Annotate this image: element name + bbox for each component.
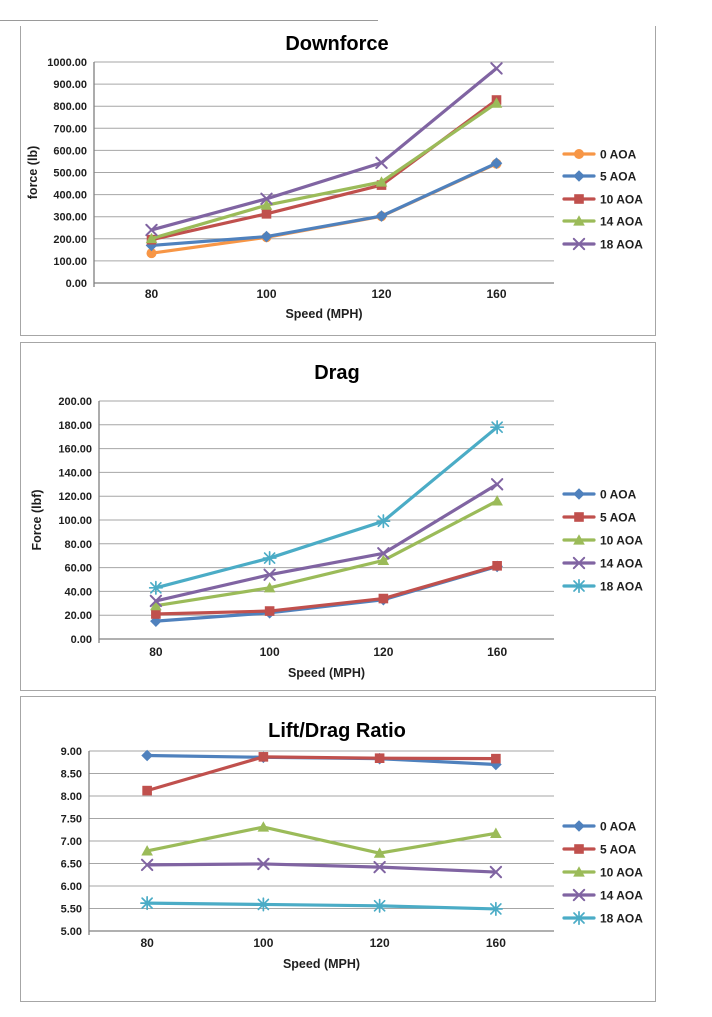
y-tick-label: 60.00	[64, 562, 92, 575]
y-tick-label: 500.00	[53, 167, 87, 180]
legend-label: 14 AOA	[600, 556, 643, 571]
legend-label: 5 AOA	[600, 510, 637, 525]
y-tick-label: 1000.00	[47, 57, 87, 69]
y-axis-tick-labels	[58, 396, 92, 646]
legend	[564, 488, 643, 594]
y-tick-label: 160.00	[58, 443, 92, 456]
legend-label: 10 AOA	[600, 192, 643, 207]
y-tick-label: 6.50	[60, 858, 82, 871]
y-tick-label: 200.00	[58, 396, 92, 408]
chart-title: Lift/Drag Ratio	[268, 720, 406, 742]
legend-label: 18 AOA	[600, 237, 643, 252]
legend	[564, 148, 643, 252]
legend-label: 0 AOA	[600, 819, 637, 834]
y-axis-title: force (lb)	[26, 145, 40, 200]
y-tick-label: 120.00	[58, 491, 92, 504]
legend-item-0-aoa[interactable]	[564, 820, 637, 834]
series-5-aoa[interactable]	[146, 157, 503, 251]
y-tick-label: 5.00	[60, 926, 82, 938]
legend-item-0-aoa[interactable]	[564, 148, 637, 162]
legend-item-14-aoa[interactable]	[564, 889, 643, 903]
x-tick-label: 80	[144, 287, 159, 301]
y-tick-label: 100.00	[53, 255, 87, 268]
x-tick-label: 120	[369, 936, 390, 950]
legend-label: 0 AOA	[600, 487, 637, 502]
x-axis-title: Speed (MPH)	[285, 307, 363, 321]
x-tick-label: 160	[485, 936, 506, 950]
gridlines	[94, 62, 554, 283]
legend-item-10-aoa[interactable]	[564, 534, 643, 548]
series-10-aoa[interactable]	[147, 95, 502, 244]
legend-item-18-aoa[interactable]	[564, 238, 643, 252]
y-tick-label: 700.00	[53, 123, 87, 136]
legend-label: 5 AOA	[600, 169, 637, 184]
y-tick-label: 200.00	[53, 233, 87, 246]
series-18-aoa[interactable]	[146, 63, 501, 235]
x-axis-title: Speed (MPH)	[282, 957, 361, 971]
legend-item-14-aoa[interactable]	[564, 215, 643, 229]
x-tick-label: 80	[140, 936, 154, 950]
y-tick-label: 8.00	[60, 791, 82, 803]
legend-label: 10 AOA	[600, 865, 643, 880]
y-axis-title: Force (lbf)	[30, 489, 44, 551]
y-tick-label: 8.50	[60, 768, 82, 781]
y-tick-label: 0.00	[70, 634, 92, 646]
legend-item-5-aoa[interactable]	[564, 511, 637, 525]
y-tick-label: 6.00	[60, 881, 82, 893]
chart-title: Drag	[314, 362, 360, 384]
x-tick-label: 80	[149, 645, 163, 659]
legend-label: 18 AOA	[600, 911, 643, 926]
y-tick-label: 40.00	[64, 586, 92, 599]
legend-label: 0 AOA	[600, 147, 637, 162]
y-tick-label: 300.00	[53, 211, 87, 224]
legend	[564, 820, 643, 926]
x-axis-tick-labels	[149, 645, 507, 659]
chart-lift-drag-ratio[interactable]	[20, 696, 656, 1002]
x-tick-label: 100	[256, 287, 277, 301]
x-tick-label: 160	[486, 287, 507, 301]
y-tick-label: 140.00	[58, 467, 92, 480]
y-tick-label: 9.00	[60, 746, 82, 758]
y-tick-label: 400.00	[53, 189, 87, 202]
legend-label: 14 AOA	[600, 888, 643, 903]
legend-item-18-aoa[interactable]	[564, 912, 643, 926]
x-axis-title: Speed (MPH)	[287, 666, 366, 680]
y-tick-label: 7.00	[60, 836, 82, 848]
y-tick-label: 80.00	[64, 538, 92, 551]
y-axis-tick-labels	[47, 57, 87, 290]
y-tick-label: 180.00	[58, 419, 92, 432]
series-18-aoa[interactable]	[141, 897, 502, 915]
x-axis-tick-labels	[140, 936, 506, 950]
y-tick-label: 900.00	[53, 79, 87, 92]
legend-item-0-aoa[interactable]	[564, 488, 637, 502]
y-tick-label: 0.00	[65, 278, 87, 290]
legend-item-10-aoa[interactable]	[564, 866, 643, 880]
legend-label: 18 AOA	[600, 579, 643, 594]
y-tick-label: 20.00	[64, 610, 92, 623]
legend-label: 14 AOA	[600, 214, 643, 229]
cropped-top-border-line	[0, 20, 378, 21]
y-tick-label: 5.50	[60, 903, 82, 916]
x-axis-tick-labels	[145, 287, 507, 301]
y-axis-tick-labels	[61, 746, 82, 938]
series-14-aoa[interactable]	[146, 97, 503, 243]
chart-downforce[interactable]	[20, 26, 656, 336]
series-14-aoa[interactable]	[151, 479, 503, 606]
legend-item-5-aoa[interactable]	[564, 170, 637, 184]
series-0-aoa[interactable]	[150, 561, 503, 627]
x-tick-label: 120	[371, 287, 392, 301]
legend-item-10-aoa[interactable]	[564, 193, 643, 207]
legend-label: 5 AOA	[600, 842, 637, 857]
legend-item-18-aoa[interactable]	[564, 580, 643, 594]
series-10-aoa[interactable]	[141, 821, 501, 858]
x-tick-label: 120	[373, 645, 394, 659]
x-tick-label: 160	[487, 645, 508, 659]
y-tick-label: 7.50	[60, 813, 82, 826]
x-tick-label: 100	[259, 645, 280, 659]
y-tick-label: 600.00	[53, 145, 87, 158]
series-14-aoa[interactable]	[142, 859, 501, 878]
legend-label: 10 AOA	[600, 533, 643, 548]
x-tick-label: 100	[253, 936, 274, 950]
chart-drag[interactable]	[20, 342, 656, 691]
legend-item-14-aoa[interactable]	[564, 557, 643, 571]
chart-title: Downforce	[285, 33, 389, 55]
y-tick-label: 100.00	[58, 515, 92, 527]
y-tick-label: 800.00	[53, 101, 87, 114]
legend-item-5-aoa[interactable]	[564, 843, 637, 857]
